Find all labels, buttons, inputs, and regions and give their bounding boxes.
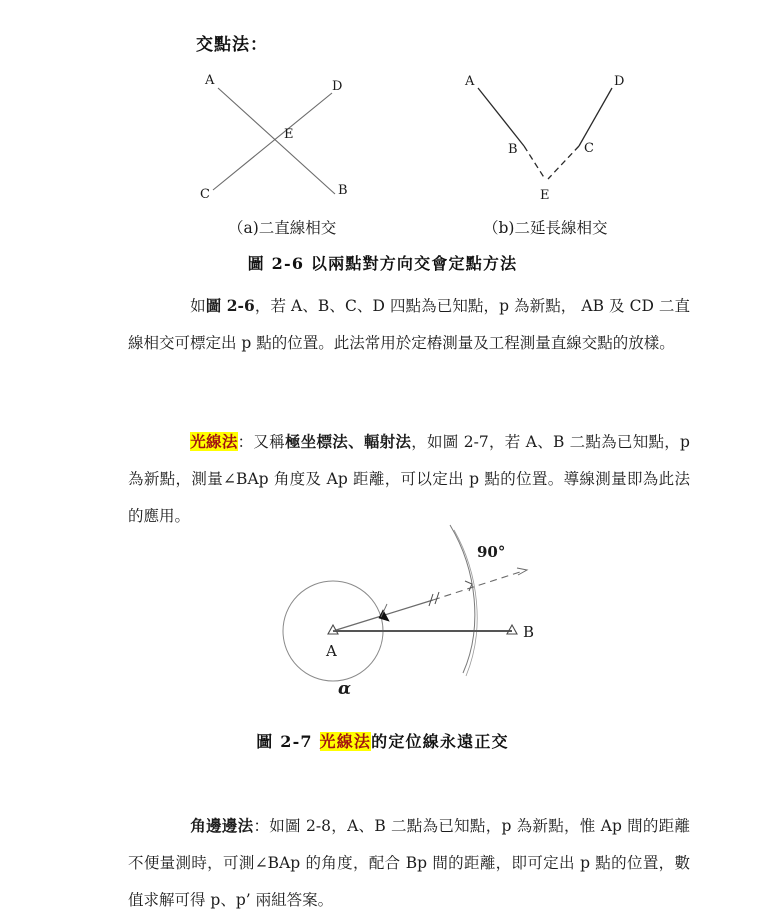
label-a-E: E	[284, 127, 294, 142]
diagram-a-two-crossing-lines	[200, 73, 348, 202]
label-b-E: E	[540, 188, 550, 203]
paragraph-angle-side-side-method	[128, 807, 690, 919]
figure-2-7-label-A: A	[326, 642, 337, 660]
distance-arc-secondary	[454, 530, 477, 676]
figure-2-6-caption-a: （a)二直線相交	[228, 219, 337, 237]
figure-2-6-caption-b: （b)二延長線相交	[483, 219, 608, 237]
figure-2-7-title	[0, 729, 765, 752]
figure-2-7-label-B: B	[523, 623, 535, 641]
figure-2-7-svg	[255, 518, 585, 718]
text-run-normal: 如	[190, 297, 206, 315]
right-angle-marker-icon	[465, 581, 472, 591]
label-a-D: D	[332, 79, 343, 94]
station-marker-B-icon	[507, 625, 517, 634]
direction-arrow-icon	[379, 610, 389, 621]
text-run-normal: ：如圖 2-8，A、B 二點為已知點，p 為新點，惟 Ap 間的距離不便量測時，可測∠BAp 的角度，配合 Bp 間的距離，即可定出 p 點的位置，數值求解可得 p、p’ 兩組答案。	[128, 817, 690, 909]
diagram-b-two-extended-lines	[464, 74, 624, 203]
label-b-C: C	[584, 141, 594, 156]
figure-2-6-svg	[180, 66, 680, 216]
text-run-normal: ，若 A、B、C、D 四點為已知點，p 為新點， AB 及 CD 二直線相交可標定出 p 點的位置。此法常用於定樁測量及工程測量直線交點的放樣。	[128, 297, 690, 352]
label-b-D: D	[614, 74, 625, 89]
ray-Ap-dashed	[433, 571, 523, 600]
paragraph-3-runs	[128, 817, 690, 909]
label-a-A: A	[205, 73, 215, 88]
figure-2-7-title-highlight: 光線法	[319, 732, 372, 751]
figure-2-6-title: 圖 2-6 以兩點對方向交會定點方法	[247, 254, 518, 273]
paragraph-2-runs	[128, 433, 690, 525]
text-run-bold: 極坐標法、輻射法	[284, 432, 412, 451]
ray-arrowhead-icon	[517, 568, 527, 575]
figure-2-7-title-suffix: 的定位線永遠正交	[371, 732, 509, 751]
figure-2-7-title-prefix: 圖 2-7	[256, 732, 320, 751]
text-run-bold: 圖 2-6	[205, 296, 255, 315]
paragraph-1-runs	[128, 297, 690, 352]
figure-2-7-label-right-angle: 90°	[477, 543, 506, 561]
figure-2-6-diagrams	[180, 66, 680, 216]
text-run-normal: ，如圖 2-7，若 A、B 二點為已知點，p 為新點，測量∠BAp 角度及 Ap 距離，可以定出 p 點的位置。導線測量即為此法的應用。	[128, 433, 690, 525]
figure-2-6-captions	[128, 216, 690, 242]
figure-2-7-label-angle: α	[338, 679, 352, 699]
text-run-highlight: 光線法	[190, 432, 238, 451]
label-a-B: B	[338, 183, 348, 198]
label-b-A: A	[465, 74, 475, 89]
section-heading: 交點法：	[196, 35, 268, 55]
text-run-normal: ：又稱	[237, 433, 285, 451]
paragraph-intersection-method	[128, 287, 690, 362]
label-a-C: C	[200, 187, 210, 202]
text-run-bold: 角邊邊法	[190, 816, 254, 835]
label-b-B: B	[508, 142, 518, 157]
figure-2-7-diagram	[255, 518, 585, 718]
